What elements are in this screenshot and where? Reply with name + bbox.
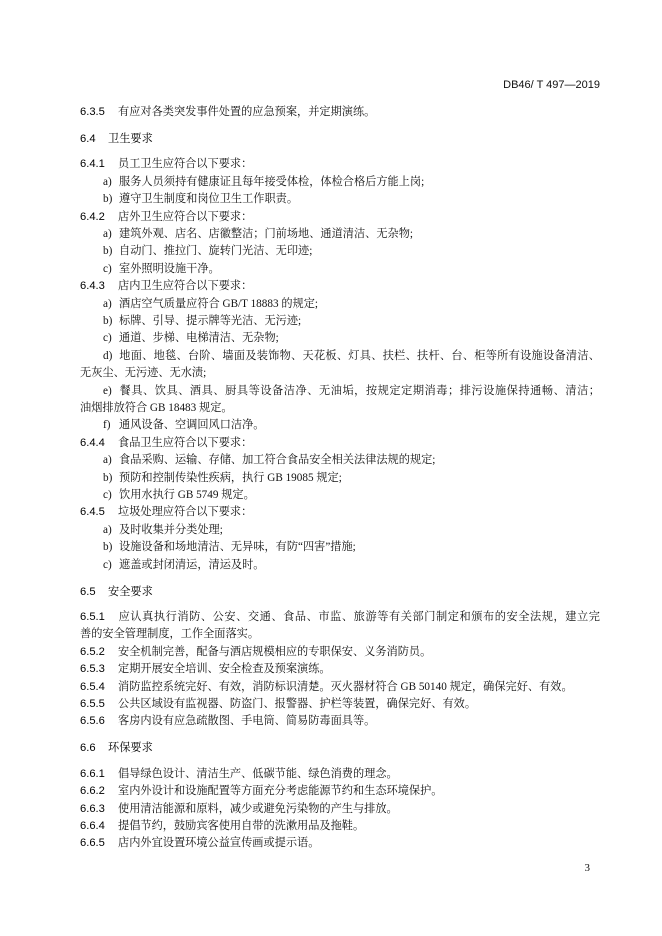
document-body [80, 104, 600, 853]
clause-number: 6.6.4 [80, 819, 105, 832]
clause-6-5-2 [80, 644, 600, 661]
list-item-text: 餐具、饮具、酒具、厨具等设备洁净、无油垢，按规定定期消毒；排污设施保持通畅、清洁； [119, 384, 600, 397]
list-item-first-line [80, 383, 600, 400]
clause-text: 店内外宜设置环境公益宣传画或提示语。 [118, 837, 320, 850]
list-item-c [80, 487, 600, 504]
clause-number: 6.5.3 [80, 663, 105, 676]
list-item-label: c) [103, 489, 112, 502]
clause-text: 食品卫生应符合以下要求： [118, 436, 253, 449]
list-item-text: 设施设备和场地清洁、无异味，有防“四害”措施; [119, 541, 356, 554]
clause-text: 提倡节约，鼓励宾客使用自带的洗漱用品及拖鞋。 [118, 819, 365, 832]
clause-number: 6.6.2 [80, 785, 105, 798]
list-item-a [80, 226, 600, 243]
clause-6-6-3 [80, 801, 600, 818]
list-item-text: 服务人员须持有健康证且每年接受体检，体检合格后方能上岗; [119, 175, 425, 188]
list-item-a [80, 452, 600, 469]
list-item-text-continued: 无灰尘、无污迹、无水渍; [80, 367, 207, 380]
list-item-label: c) [103, 332, 112, 345]
clause-6-6-4 [80, 818, 600, 835]
list-item-text: 标牌、引导、提示牌等光洁、无污迹; [119, 314, 302, 327]
list-item-f [80, 417, 600, 434]
list-item-text: 室外照明设施干净。 [119, 262, 220, 275]
list-item-first-line [80, 348, 600, 365]
clause-number: 6.6.1 [80, 767, 105, 780]
list-item-e [80, 383, 600, 418]
section-heading [80, 131, 600, 148]
clause-6-4-5 [80, 504, 600, 521]
list-item-label: b) [103, 193, 113, 206]
clause-text: 消防监控系统完好、有效，消防标识清楚。灭火器材符合 GB 50140 规定，确保完好、有效。 [118, 680, 573, 693]
clause-text: 店内卫生应符合以下要求： [118, 280, 253, 293]
list-item-b [80, 191, 600, 208]
list-item-text: 建筑外观、店名、店徽整洁；门前场地、通道清洁、无杂物; [119, 227, 413, 240]
document-code: DB46/ T 497—2019 [503, 79, 600, 91]
list-item-text: 通风设备、空调回风口洁净。 [119, 419, 265, 432]
list-item-text-continued: 油烟排放符合 GB 18483 规定。 [80, 402, 233, 414]
list-item-text: 食品采购、运输、存储、加工符合食品安全相关法律法规的规定; [119, 454, 436, 467]
clause-6-4-4 [80, 435, 600, 452]
clause-text: 定期开展安全培训、安全检查及预案演练。 [118, 663, 331, 676]
clause-6-3-5 [80, 104, 600, 121]
list-item-c [80, 261, 600, 278]
list-item-b [80, 539, 600, 556]
clause-text: 安全机制完善，配备与酒店规模相应的专职保安、义务消防员。 [118, 645, 432, 658]
clause-text: 垃圾处理应符合以下要求： [118, 506, 253, 519]
list-item-text: 自动门、推拉门、旋转门光洁、无印迹; [119, 245, 313, 258]
list-item-d [80, 348, 600, 383]
clause-number: 6.5.5 [80, 698, 105, 710]
clause-text-continued: 善的安全管理制度，工作全面落实。 [80, 628, 260, 641]
list-item-label: d) [103, 349, 113, 362]
clause-number: 6.6.5 [80, 837, 105, 850]
list-item-label: f) [103, 419, 111, 432]
clause-text: 店外卫生应符合以下要求： [118, 210, 253, 223]
clause-text: 公共区域设有监视器、防盗门、报警器、护栏等装置，确保完好、有效。 [118, 698, 477, 710]
clause-6-6-5 [80, 835, 600, 852]
list-item-text: 遵守卫生制度和岗位卫生工作职责。 [119, 193, 299, 206]
clause-number: 6.4.1 [80, 158, 105, 171]
list-item-text: 通道、步梯、电梯清洁、无杂物; [119, 332, 279, 345]
section-number: 6.4 [80, 132, 96, 145]
list-item-a [80, 522, 600, 539]
clause-text: 客房内设有应急疏散图、手电筒、简易防毒面具等。 [118, 715, 376, 728]
clause-6-6-2 [80, 783, 600, 800]
clause-number: 6.5.4 [80, 680, 105, 693]
clause-6-5-1 [80, 609, 600, 644]
clause-number: 6.4.3 [80, 280, 105, 293]
list-item-text: 遮盖或封闭清运，清运及时。 [119, 558, 265, 571]
section-heading [80, 740, 600, 757]
clause-6-5-6 [80, 713, 600, 730]
clause-number: 6.4.5 [80, 506, 105, 519]
list-item-label: a) [103, 297, 112, 310]
list-item-a [80, 296, 600, 313]
section-number: 6.5 [80, 585, 96, 598]
list-item-label: c) [103, 262, 112, 275]
list-item-b [80, 470, 600, 487]
section-6-5 [80, 584, 600, 731]
clause-6-5-5 [80, 696, 600, 713]
clause-6-4-3 [80, 278, 600, 295]
clause-text: 室内外设计和设施配置等方面充分考虑能源节约和生态环境保护。 [118, 785, 443, 798]
list-item-b [80, 313, 600, 330]
section-title: 环保要求 [108, 742, 153, 755]
list-item-label: b) [103, 541, 113, 554]
list-item-text: 酒店空气质量应符合 GB/T 18883 的规定; [119, 297, 318, 310]
clause-text: 应认真执行消防、公安、交通、食品、市监、旅游等有关部门制定和颁布的安全法规，建立完 [118, 610, 600, 623]
list-item-label: a) [103, 175, 112, 188]
list-item-label: b) [103, 314, 113, 327]
clause-number: 6.5.6 [80, 715, 105, 728]
list-item-b [80, 243, 600, 260]
list-item-label: a) [103, 454, 112, 467]
clause-6-4-2 [80, 209, 600, 226]
list-item-a [80, 174, 600, 191]
list-item-text: 地面、地毯、台阶、墙面及装饰物、天花板、灯具、扶栏、扶杆、台、柜等所有设施设备清洁、 [119, 349, 600, 362]
section-6-6 [80, 740, 600, 852]
clause-6-4-1 [80, 156, 600, 173]
list-item-label: c) [103, 558, 112, 571]
section-6-4 [80, 131, 600, 574]
list-item-label: a) [103, 227, 112, 240]
clause-number: 6.4.2 [80, 210, 105, 223]
list-item-label: b) [103, 245, 113, 258]
clause-text: 员工卫生应符合以下要求： [118, 158, 253, 171]
list-item-label: e) [103, 384, 112, 397]
clause-6-5-4 [80, 679, 600, 696]
section-title: 卫生要求 [108, 132, 153, 145]
clause-6-6-1 [80, 766, 600, 783]
clause-number: 6.3.5 [80, 106, 105, 118]
clause-number: 6.5.1 [80, 610, 105, 623]
clause-number: 6.4.4 [80, 436, 105, 449]
clause-number: 6.5.2 [80, 645, 105, 658]
list-item-c [80, 330, 600, 347]
clause-first-line [80, 609, 600, 626]
clause-text: 倡导绿色设计、清洁生产、低碳节能、绿色消费的理念。 [118, 767, 398, 780]
clause-text: 使用清洁能源和原料，减少或避免污染物的产生与排放。 [118, 802, 398, 815]
clause-text: 有应对各类突发事件处置的应急预案，并定期演练。 [118, 106, 376, 118]
list-item-text: 饮用水执行 GB 5749 规定。 [119, 489, 255, 502]
section-number: 6.6 [80, 742, 96, 755]
list-item-label: a) [103, 523, 112, 536]
list-item-c [80, 557, 600, 574]
clause-number: 6.6.3 [80, 802, 105, 815]
list-item-text: 及时收集并分类处理; [119, 523, 223, 536]
page-number: 3 [584, 862, 590, 874]
clause-6-5-3 [80, 661, 600, 678]
list-item-text: 预防和控制传染性疾病，执行 GB 19085 规定; [119, 471, 342, 484]
section-title: 安全要求 [108, 585, 153, 598]
section-heading [80, 584, 600, 601]
list-item-label: b) [103, 471, 113, 484]
